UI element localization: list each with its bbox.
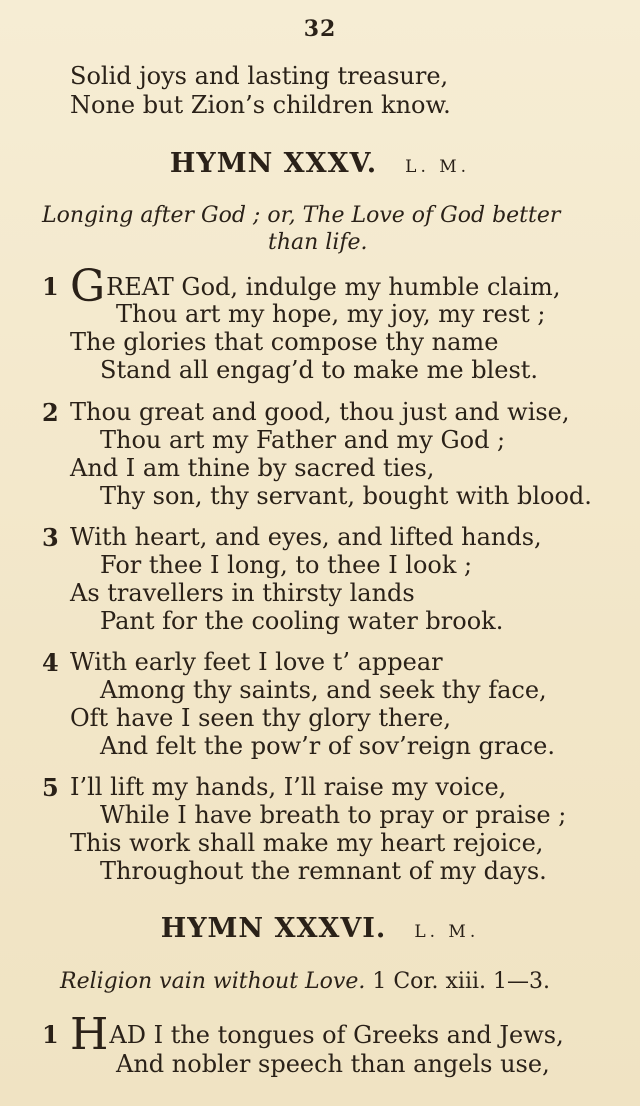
verse-line xyxy=(70,1009,564,1060)
verse-number: 1 xyxy=(42,272,59,301)
hymn-meter: L. M. xyxy=(405,157,471,177)
hymn-subtitle-text: Religion vain without Love. xyxy=(60,969,366,994)
verse-line: Throughout the remnant of my days. xyxy=(100,857,547,885)
verse-line: As travellers in thirsty lands xyxy=(70,579,415,607)
drop-cap: G xyxy=(70,261,106,312)
verse-number: 3 xyxy=(42,523,59,552)
verse-line-text: AD I the tongues of Greeks and Jews, xyxy=(109,1021,564,1049)
verse-line: Stand all engag’d to make me blest. xyxy=(100,356,539,384)
page-number: 32 xyxy=(303,16,337,42)
hymn-subtitle: than life. xyxy=(268,230,368,255)
verse-number: 4 xyxy=(42,648,59,677)
verse-line: Thou art my Father and my God ; xyxy=(100,426,506,454)
verse-line: With heart, and eyes, and lifted hands, xyxy=(70,523,542,551)
verse-line: Pant for the cooling water brook. xyxy=(100,607,504,635)
hymn-title-text: HYMN XXXV. xyxy=(169,148,378,179)
hymn-subtitle: Longing after God ; or, The Love of God better xyxy=(42,203,561,228)
verse-line: I’ll lift my hands, I’ll raise my voice, xyxy=(70,773,507,801)
verse-line: And I am thine by sacred ties, xyxy=(70,454,435,482)
verse-line: Thou great and good, thou just and wise, xyxy=(70,398,570,426)
verse-line xyxy=(70,261,561,312)
verse-number: 5 xyxy=(42,773,59,802)
hymn-subtitle xyxy=(60,969,550,994)
verse-number: 1 xyxy=(42,1020,59,1049)
hymn-title xyxy=(0,913,640,944)
hymn-title xyxy=(0,148,640,179)
verse-number: 2 xyxy=(42,398,59,427)
verse-line: With early feet I love t’ appear xyxy=(70,648,443,676)
verse-line: Oft have I seen thy glory there, xyxy=(70,704,451,732)
hymn-title-text: HYMN XXXVI. xyxy=(160,913,387,944)
verse-line: Among thy saints, and seek thy face, xyxy=(100,676,547,704)
verse-line: Solid joys and lasting treasure, xyxy=(70,62,449,90)
verse-line: Thou art my hope, my joy, my rest ; xyxy=(116,300,546,328)
drop-cap: H xyxy=(70,1009,109,1060)
verse-line: And felt the pow’r of sov’reign grace. xyxy=(100,732,555,760)
verse-line: Thy son, thy servant, bought with blood. xyxy=(100,482,592,510)
verse-line: This work shall make my heart rejoice, xyxy=(70,829,544,857)
verse-line: While I have breath to pray or praise ; xyxy=(100,801,567,829)
verse-line: And nobler speech than angels use, xyxy=(116,1050,550,1078)
verse-line: For thee I long, to thee I look ; xyxy=(100,551,473,579)
scripture-reference: 1 Cor. xiii. 1—3. xyxy=(372,969,551,994)
verse-line: The glories that compose thy name xyxy=(70,328,499,356)
verse-line: None but Zion’s children know. xyxy=(70,91,451,119)
hymn-meter: L. M. xyxy=(414,922,480,942)
verse-line-text: REAT God, indulge my humble claim, xyxy=(106,273,561,301)
